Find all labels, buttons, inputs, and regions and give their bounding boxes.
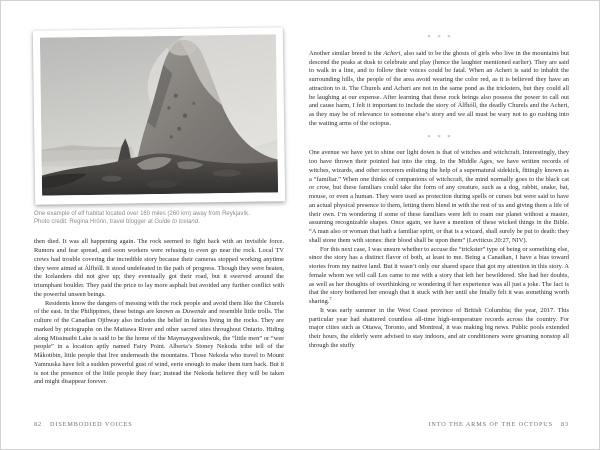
right-footer (309, 421, 569, 428)
left-page (1, 1, 309, 449)
section-break-ornament: * * * (427, 133, 451, 141)
photo-caption: One example of elf habitat located over 160 miles (260 km) away from Reykjavík. Photo credit: Regina Hrönn, travel blogger at Guide to Iceland. (34, 211, 250, 226)
caption-credit-source: Guide to Iceland (154, 219, 199, 226)
body-paragraph: Another similar breed is the Acheri, also said to be the ghosts of girls who live in the mountains but descend the peaks at dusk to celebrate and play (hence the laughter mentioned earlier). They are said to walk in a line, and to follow their voices could be fatal. When an Acheri is said to inhabit the surrounding hills, the people of the area avoid wearing the color red, as it is believed they have an attraction to it. The Churels and Acheri are not in the same pond as the tricksters, but they could all be laughing at our expense. After learning that these rock beings also possess the power to call out and cause harm, I felt it important to include the story of Álfhóll, the deadly Churels and the Acheri, as they may be of relevance to someone else’s story and we all must be wary not to go rushing into the waiting arms of the octopus. (309, 49, 569, 127)
page-number-left: 82 (34, 421, 42, 428)
caption-line1: One example of elf habitat located over 160 miles (260 km) away from Reykjavík. (34, 211, 250, 217)
body-paragraph: then died. It was all happening again. The rock seemed to fight back with an invisible force. Rumors and fear spread, and soon workers were refusing to even go near the rock. Local TV crews had trouble covering the incredible story because their cameras stopped working anytime they were aimed at Álfhóll. It stood undefeated in the path of progress. Though they were beaten, the Icelanders did not give up; they eventually got their road, but it swerved around the triumphant boulder. They paid the price to lay more asphalt but avoided any further conflict with the powerful unseen beings. (34, 238, 284, 298)
left-page-body (34, 238, 284, 387)
rock-formation-image (40, 34, 278, 195)
body-paragraph: One avenue we have yet to shine our light down is that of witches and witchcraft. Interestingly, they too have thrown their pointed hat into the ring. In the Middle Ages, we have written records of witches, wizards, and other sorcerers enlisting the help of a supernatural sidekick, fittingly known as a “familiar.” When one thinks of companions of witchcraft, the mind normally goes to the black cat or crow, but these familiars could take the form of any creature, such as a dog, rabbit, snake, bat, mouse, or even a human. They were used as protection during spells or curses but were said to have an actual physical presence to them, letting them blend in with the rest of us and giving them a life of their own. I’m wondering if some of these familiars were left to roam our planet without a master, assuming recognizable shapes. Once again, we have a mention of these wicked things in the Bible. “A man also or woman that hath a familiar spirit, or that is a wizard, shall surely be put to death: they shall stone them with stones: their blood shall be upon them” (Leviticus 20:27, NIV). (309, 149, 569, 244)
right-page-body (309, 34, 569, 351)
left-footer (34, 421, 284, 428)
running-head-right: INTO THE ARMS OF THE OCTOPUS (428, 421, 553, 428)
body-paragraph: It was early summer in the West Coast province of British Columbia; the year, 2017. This particular year had shattered countless all-time high-temperature records across the country. For major cities such as Ottawa, Toronto, and Montreal, it was making big news. Public pools extended their hours, the elderly were advised to stay indoors, and air conditioners were groaning nonstop all through the stuffy (309, 306, 569, 349)
body-paragraph: Residents know the dangers of messing with the rock people and avoid them like the Churels of the east. In the Philippines, these beings are known as Duwende and resemble little trolls. The culture of the Canadian Ojibway also includes the belief in fairies living in the rocks. They are marked by pictographs on the Mattawa River and other sacred sites throughout Ontario. Hiding along Missinaibi Lake is said to be the home of the Maymaygweshiwuk, the “little men” or “wee people” in a location aptly named Fairy Point. Alberta’s Stoney Nekoda tribe tell of the Mâkotibin, little people that live underneath the mountains. Those Nekoda who travel to Mount Yamnuska have felt a sudden powerful gust of wind, eerie enough to make them turn back. But it is not the presence of the little people they fear; instead the Nekoda believe they will be taken and might disappear forever. (34, 299, 284, 386)
right-page (309, 1, 600, 449)
caption-credit: Photo credit: Regina Hrönn, travel blogger at (34, 219, 155, 226)
body-paragraph: For this next case, I was unsure whether to accuse the “trickster” type of being or something else, since the story has a distinct flavor of both, at least to me. Being a Canadian, I have a bias toward stories from my native land. But it wasn’t only our shared space that got my attention in this story. A female whom we will call Les came to me with a story that left her bewildered. She had her doubts, as well as her thoughts of overthinking or wondering if her experience was all just a joke. The fact is that the story bothered her enough that it stuck with her until she finally felt it was something worth sharing.$^7$ (309, 245, 569, 305)
elf-rock-photo (33, 27, 285, 204)
page-number-right: 83 (561, 421, 569, 428)
running-head-left: DISEMBODIED VOICES (50, 421, 133, 428)
section-break-ornament: * * * (427, 34, 451, 41)
